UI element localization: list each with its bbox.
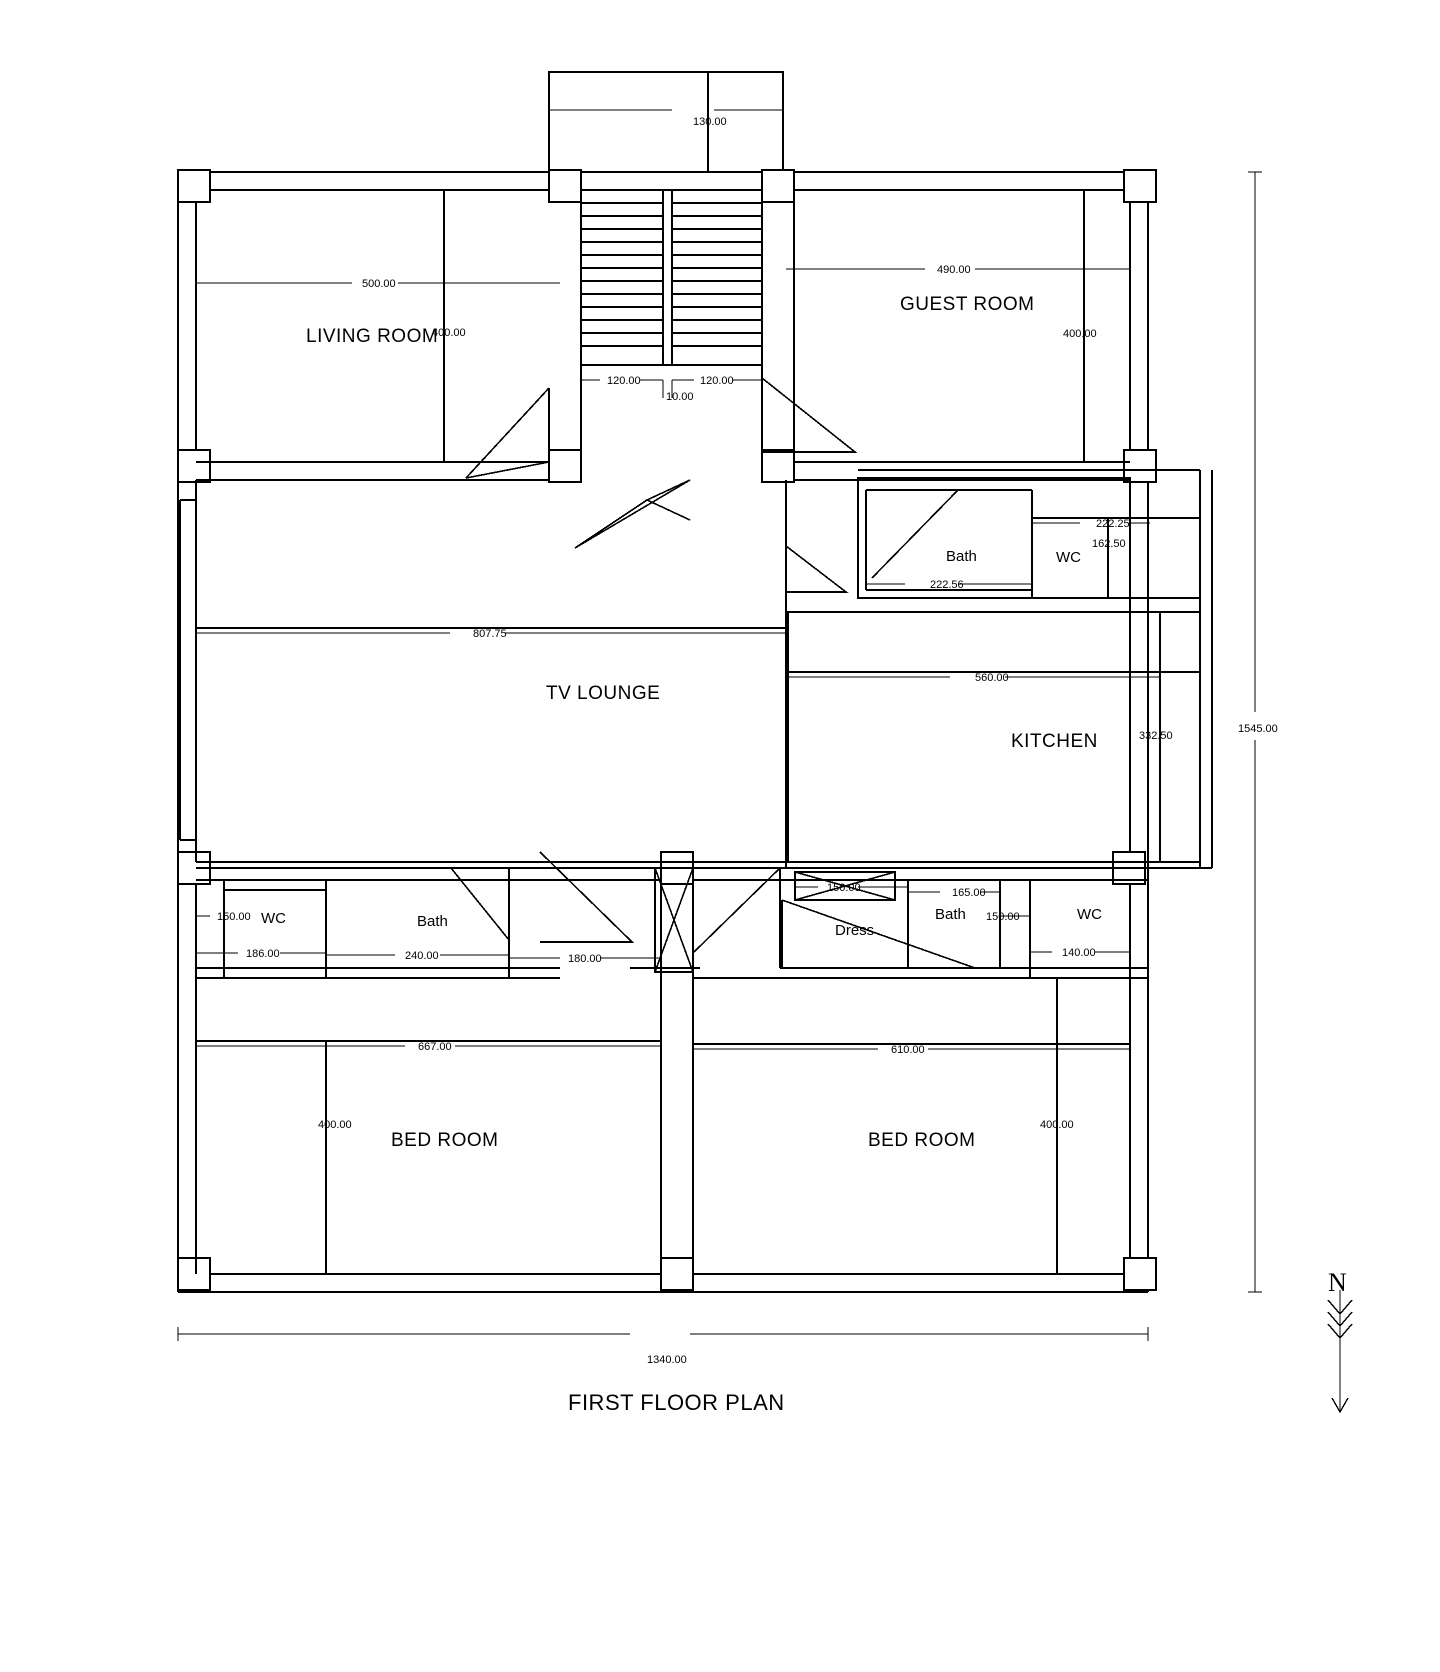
dimension-label: 240.00 bbox=[405, 950, 439, 962]
dimension-label: 120.00 bbox=[607, 375, 641, 387]
dimension-label: 222.25 bbox=[1096, 518, 1130, 530]
room-label: GUEST ROOM bbox=[900, 294, 1035, 315]
dimension-label: 400.00 bbox=[1063, 328, 1097, 340]
room-label: Bath bbox=[417, 913, 448, 930]
room-label: Bath bbox=[946, 548, 977, 565]
dimension-label: 186.00 bbox=[246, 948, 280, 960]
dimension-label: 400.00 bbox=[432, 327, 466, 339]
room-label: LIVING ROOM bbox=[306, 326, 439, 347]
dimension-label: 1340.00 bbox=[647, 1354, 687, 1366]
dimension-label: 150.00 bbox=[827, 882, 861, 894]
dimension-label: 500.00 bbox=[362, 278, 396, 290]
dimension-label: 490.00 bbox=[937, 264, 971, 276]
room-label: WC bbox=[1077, 906, 1102, 923]
dimension-label: 610.00 bbox=[891, 1044, 925, 1056]
dimension-label: 165.00 bbox=[952, 887, 986, 899]
dimension-label: 667.00 bbox=[418, 1041, 452, 1053]
dimension-label: 150.00 bbox=[986, 911, 1020, 923]
room-label: BED ROOM bbox=[391, 1130, 499, 1151]
dimension-label: 10.00 bbox=[666, 391, 694, 403]
room-label: TV LOUNGE bbox=[546, 683, 661, 704]
dimension-label: 180.00 bbox=[568, 953, 602, 965]
dimension-label: 560.00 bbox=[975, 672, 1009, 684]
drawing-title: FIRST FLOOR PLAN bbox=[568, 1390, 785, 1415]
room-label: KITCHEN bbox=[1011, 731, 1098, 752]
dimension-label: 130.00 bbox=[693, 116, 727, 128]
dimension-label: 162.50 bbox=[1092, 538, 1126, 550]
dimension-label: 332.50 bbox=[1139, 730, 1173, 742]
dimension-label: 400.00 bbox=[318, 1119, 352, 1131]
dimension-label: 140.00 bbox=[1062, 947, 1096, 959]
room-label: WC bbox=[1056, 549, 1081, 566]
room-label: Dress bbox=[835, 922, 875, 939]
north-arrow-label: N bbox=[1328, 1268, 1347, 1297]
room-label: BED ROOM bbox=[868, 1130, 976, 1151]
dimension-label: 807.75 bbox=[473, 628, 507, 640]
dimension-label: 400.00 bbox=[1040, 1119, 1074, 1131]
dimension-label: 1545.00 bbox=[1238, 723, 1278, 735]
dimension-label: 150.00 bbox=[217, 911, 251, 923]
room-label: WC bbox=[261, 910, 286, 927]
dimension-label: 222.56 bbox=[930, 579, 964, 591]
dimension-label: 120.00 bbox=[700, 375, 734, 387]
room-label: Bath bbox=[935, 906, 966, 923]
